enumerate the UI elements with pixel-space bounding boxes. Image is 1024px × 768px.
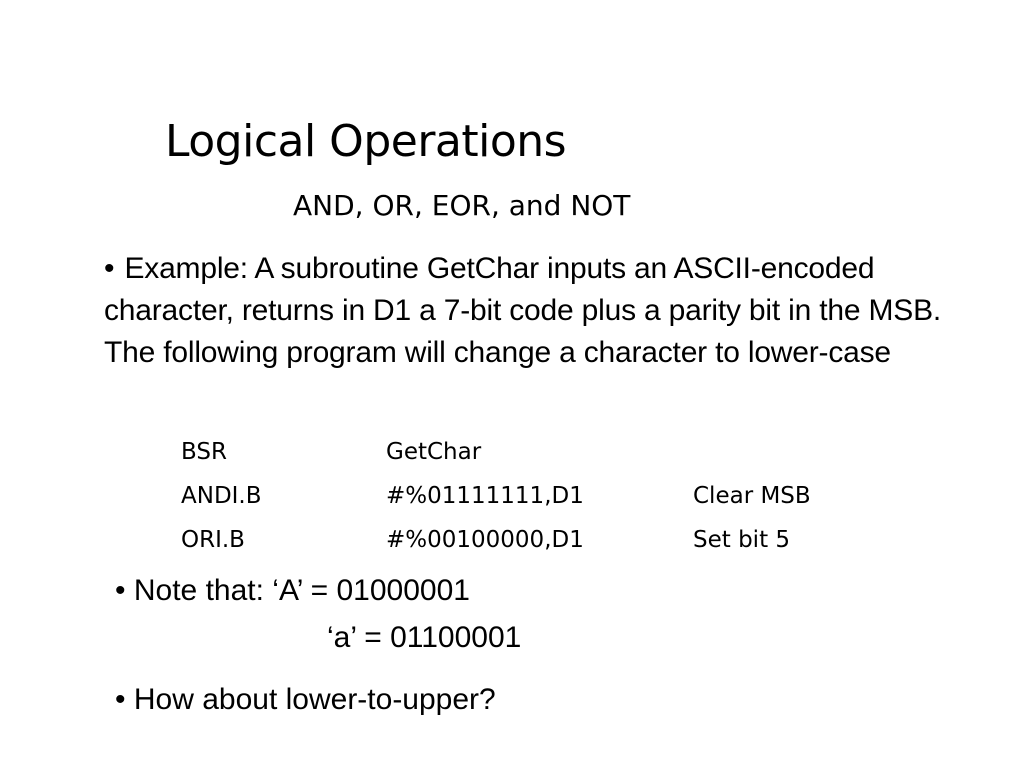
code-op: ORI.B bbox=[181, 527, 245, 553]
bullet-marker: • bbox=[115, 683, 126, 716]
example-bullet bbox=[104, 248, 954, 374]
code-operand: GetChar bbox=[386, 439, 482, 465]
question-text: How about lower-to-upper? bbox=[133, 683, 496, 716]
code-comment: Clear MSB bbox=[693, 483, 811, 509]
code-operand: #%00100000,D1 bbox=[386, 527, 584, 553]
code-line bbox=[0, 522, 1024, 558]
code-line bbox=[0, 478, 1024, 514]
note-line-1: Note that: ‘A’ = 01000001 bbox=[133, 574, 470, 607]
slide-title: Logical Operations bbox=[165, 116, 567, 167]
code-line bbox=[0, 434, 1024, 470]
code-op: BSR bbox=[181, 439, 227, 465]
code-operand: #%01111111,D1 bbox=[386, 483, 584, 509]
code-comment: Set bit 5 bbox=[693, 527, 791, 553]
bullet-marker: • bbox=[115, 574, 126, 607]
question-bullet bbox=[115, 680, 496, 720]
bullet-marker: • bbox=[104, 252, 115, 285]
note-bullet bbox=[115, 571, 470, 611]
code-op: ANDI.B bbox=[181, 483, 262, 509]
slide-subtitle: AND, OR, EOR, and NOT bbox=[293, 189, 631, 222]
example-text: Example: A subroutine GetChar inputs an ASCII-encoded character, returns in D1 a 7-bit code plus a parity bit in the MSB. The following program will change a character to lower-case bbox=[104, 252, 942, 369]
note-line-2: ‘a’ = 01100001 bbox=[327, 621, 522, 654]
